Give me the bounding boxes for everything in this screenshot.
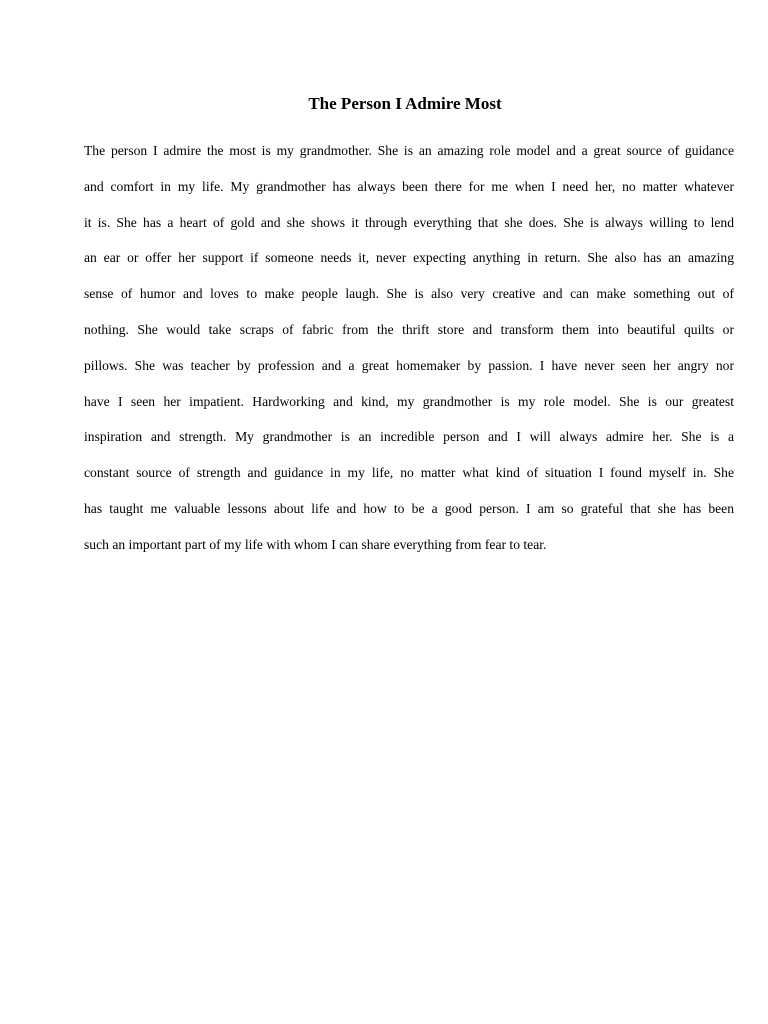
essay-paragraph [84, 133, 734, 563]
paragraph-line: has taught me valuable lessons about life and how to be a good person. I am so grateful that she has been [84, 500, 734, 516]
paragraph-line: constant source of strength and guidance in my life, no matter what kind of situation I found myself in. She [84, 465, 734, 481]
paragraph-line: an ear or offer her support if someone needs it, never expecting anything in return. She also has an amazing [84, 250, 734, 266]
document-title: The Person I Admire Most [308, 94, 502, 113]
paragraph-line: pillows. She was teacher by profession and a great homemaker by passion. I have never seen her angry nor [84, 357, 734, 373]
paragraph-line: and comfort in my life. My grandmother has always been there for me when I need her, no matter whatever [84, 178, 734, 194]
paragraph-line: inspiration and strength. My grandmother is an incredible person and I will always admire her. She is a [84, 429, 734, 445]
paragraph-line: have I seen her impatient. Hardworking and kind, my grandmother is my role model. She is our greatest [84, 393, 734, 409]
paragraph-line: nothing. She would take scraps of fabric from the thrift store and transform them into beautiful quilts or [84, 321, 734, 337]
paragraph-line: it is. She has a heart of gold and she shows it through everything that she does. She is always willing to lend [84, 214, 734, 230]
paragraph-line: The person I admire the most is my grandmother. She is an amazing role model and a great source of guidance [84, 143, 734, 158]
paragraph-line: sense of humor and loves to make people laugh. She is also very creative and can make something out of [84, 286, 734, 302]
paragraph-line: such an important part of my life with whom I can share everything from fear to tear. [84, 536, 547, 552]
